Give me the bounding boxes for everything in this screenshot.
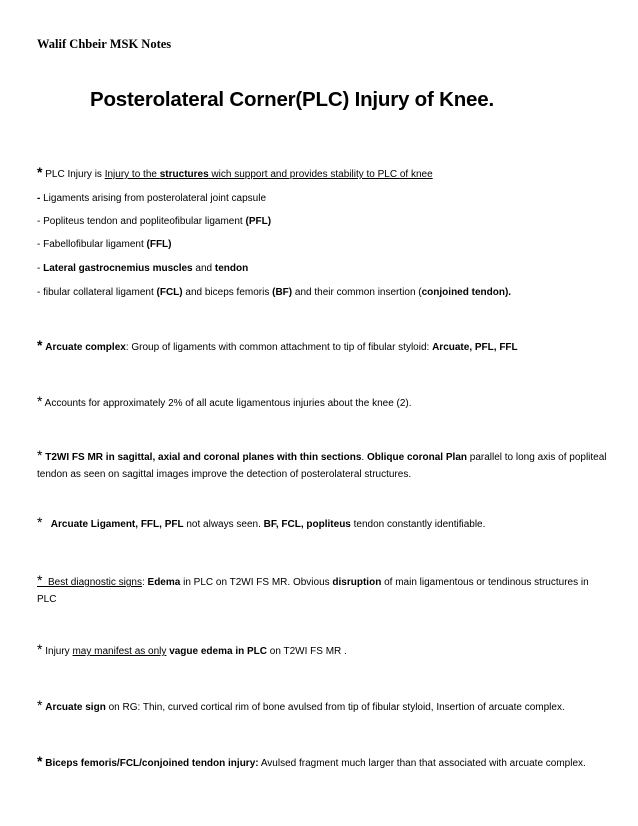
- list-item-fabellofibular: - Fabellofibular ligament (FFL): [37, 239, 172, 250]
- paragraph-vague-edema: * Injury may manifest as only vague edema in PLC on T2WI FS MR .: [37, 641, 347, 657]
- bullet-star: *: [37, 697, 43, 713]
- bullet-star: *: [37, 393, 43, 409]
- paragraph-incidence: * Accounts for approximately 2% of all acute ligamentous injuries about the knee (2).: [37, 393, 412, 409]
- bullet-star: *: [37, 337, 43, 353]
- list-item-fibular-collateral: - fibular collateral ligament (FCL) and biceps femoris (BF) and their common insertion (conjoined tendon).: [37, 287, 512, 298]
- list-item-ligaments: - Ligaments arising from posterolateral joint capsule: [37, 193, 266, 204]
- paragraph-visibility: * Arcuate Ligament, FFL, PFL not always seen. BF, FCL, popliteus tendon constantly identifiable.: [37, 514, 486, 530]
- paragraph-arcuate-complex: * Arcuate complex: Group of ligaments with common attachment to tip of fibular styloid: Arcuate, PFL, FFL: [37, 337, 518, 353]
- bullet-star: *: [37, 514, 43, 530]
- paragraph-biceps-injury: * Biceps femoris/FCL/conjoined tendon injury: Avulsed fragment much larger than that associated with arcuate complex.: [37, 753, 586, 769]
- paragraph-diagnostic-signs: * Best diagnostic signs: Edema in PLC on T2WI FS MR. Obvious disruption of main ligamentous or tendinous structures in PLC: [37, 572, 589, 605]
- bullet-star: *: [37, 447, 43, 463]
- paragraph-plc-definition: * PLC Injury is Injury to the structures wich support and provides stability to PLC of knee: [37, 164, 433, 180]
- list-item-gastrocnemius: - Lateral gastrocnemius muscles and tendon: [37, 263, 249, 274]
- bullet-star: *: [37, 641, 43, 657]
- bullet-star: *: [37, 753, 43, 769]
- list-item-popliteus: - Popliteus tendon and popliteofibular ligament (PFL): [37, 216, 272, 227]
- page-header: Walif Chbeir MSK Notes: [37, 37, 172, 51]
- paragraph-arcuate-sign: * Arcuate sign on RG: Thin, curved cortical rim of bone avulsed from tip of fibular styloid, Insertion of arcuate complex.: [37, 697, 565, 713]
- page-title: Posterolateral Corner(PLC) Injury of Knee.: [90, 88, 494, 111]
- bullet-star: *: [37, 572, 43, 588]
- paragraph-imaging: * T2WI FS MR in sagittal, axial and coronal planes with thin sections. Oblique coronal Plan parallel to long axis of popliteal tendon as seen on sagittal images improve the detection of posterolateral structures.: [37, 447, 607, 480]
- bullet-star: *: [37, 164, 43, 180]
